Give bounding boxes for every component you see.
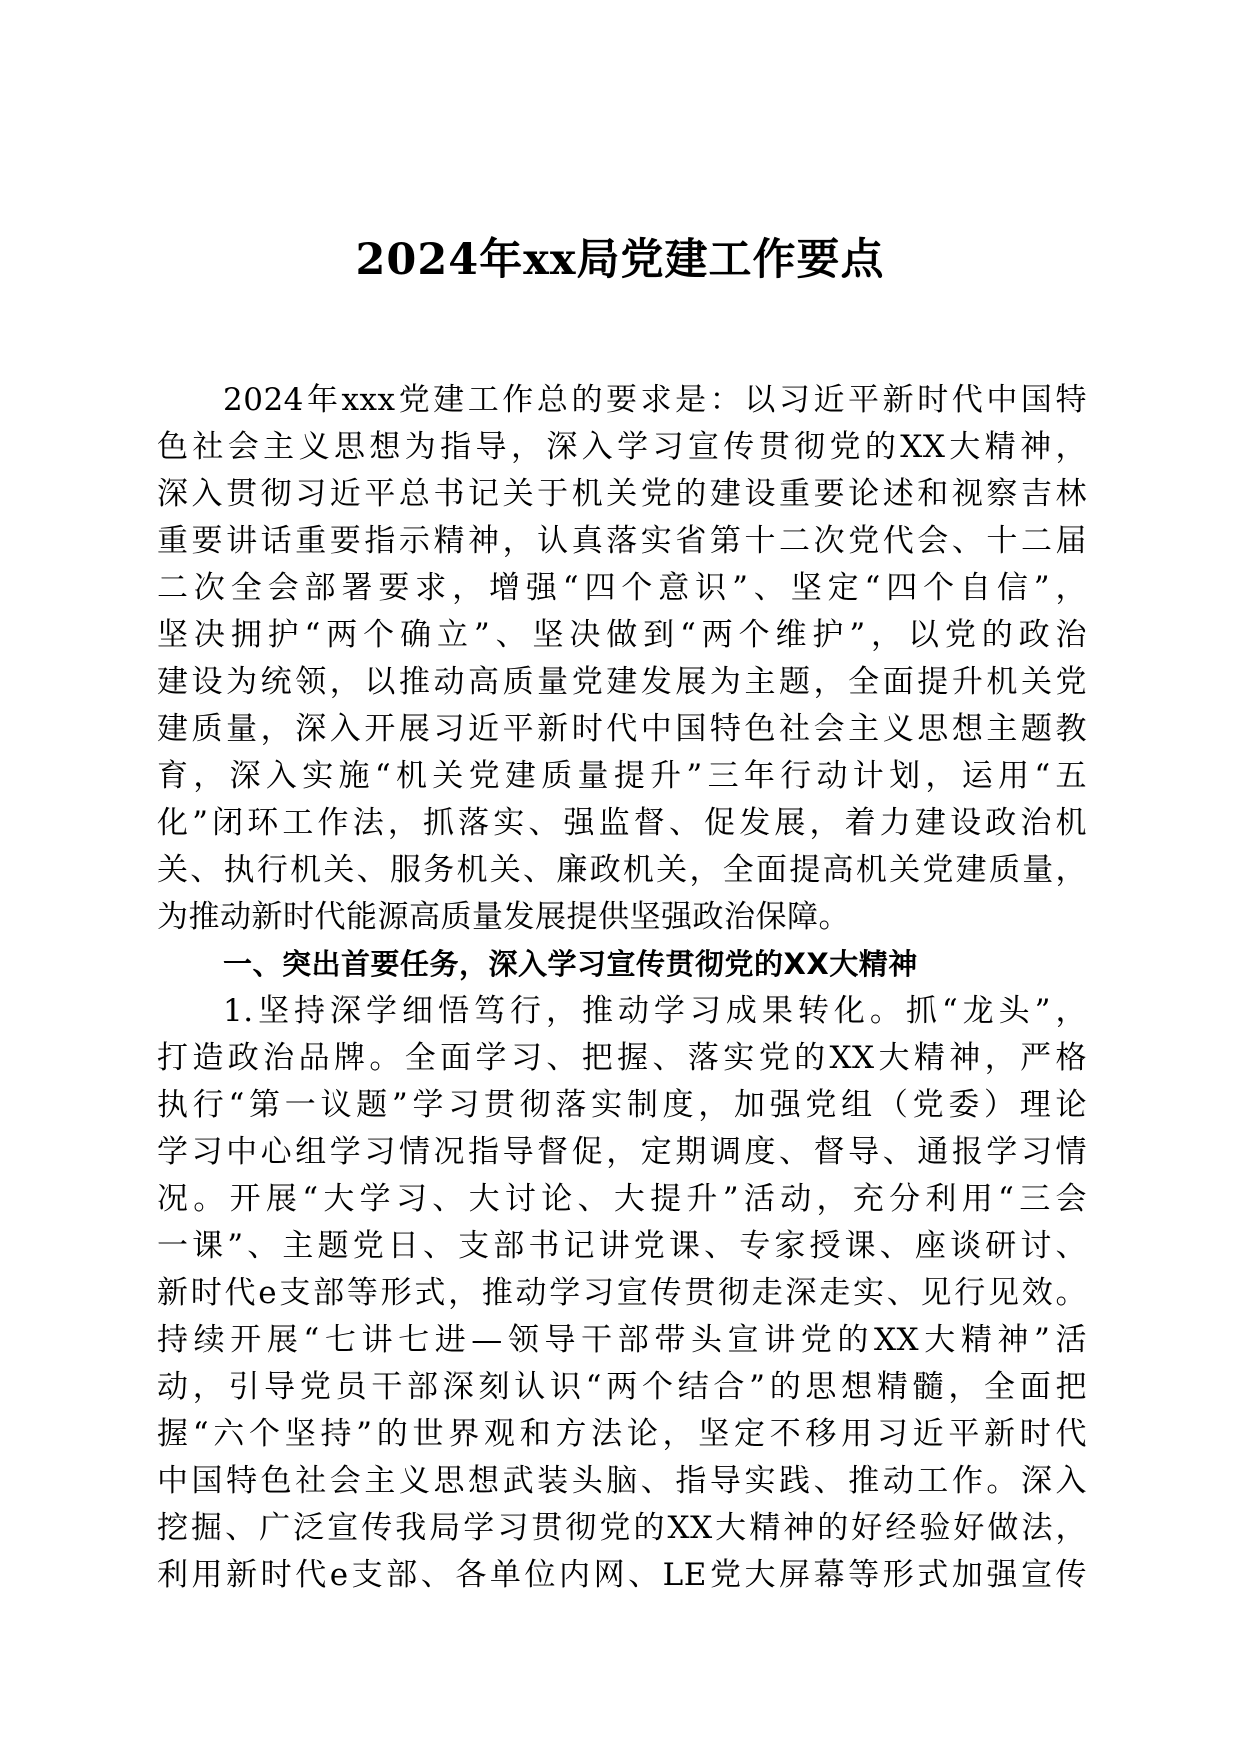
paragraph-line: 色社会主义思想为指导，深入学习宣传贯彻党的XX大精神， [157, 429, 1087, 465]
paragraph-line: 为推动新时代能源高质量发展提供坚强政治保障。 [157, 899, 850, 935]
paragraph-line: 二次全会部署要求，增强“四个意识”、坚定“四个自信”， [157, 570, 1087, 606]
paragraph-line: 利用新时代e支部、各单位内网、LE党大屏幕等形式加强宣传 [157, 1557, 1087, 1593]
paragraph-line: 新时代e支部等形式，推动学习宣传贯彻走深走实、见行见效。 [157, 1275, 1087, 1311]
paragraph-line: 动，引导党员干部深刻认识“两个结合”的思想精髓，全面把 [157, 1369, 1087, 1405]
paragraph-line: 持续开展“七讲七进—领导干部带头宣讲党的XX大精神”活 [157, 1322, 1087, 1358]
document-title: 2024年xx局党建工作要点 [355, 235, 885, 285]
paragraph-line: 况。开展“大学习、大讨论、大提升”活动，充分利用“三会 [157, 1181, 1087, 1217]
paragraph-line: 握“六个坚持”的世界观和方法论，坚定不移用习近平新时代 [157, 1416, 1087, 1452]
section-heading: 一、突出首要任务，深入学习宣传贯彻党的XX大精神 [223, 947, 918, 981]
intro-paragraph [157, 377, 1087, 941]
paragraph-line: 建质量，深入开展习近平新时代中国特色社会主义思想主题教 [157, 711, 1087, 747]
paragraph-line: 化”闭环工作法，抓落实、强监督、促发展，着力建设政治机 [157, 805, 1087, 841]
paragraph-line: 关、执行机关、服务机关、廉政机关，全面提高机关党建质量， [157, 852, 1087, 888]
paragraph-line: 打造政治品牌。全面学习、把握、落实党的XX大精神，严格 [157, 1040, 1087, 1076]
paragraph-line: 深入贯彻习近平总书记关于机关党的建设重要论述和视察吉林 [157, 476, 1087, 512]
paragraph-line: 一课”、主题党日、支部书记讲党课、专家授课、座谈研讨、 [157, 1228, 1087, 1264]
paragraph-line: 1.坚持深学细悟笃行，推动学习成果转化。抓“龙头”， [223, 993, 1087, 1029]
paragraph-line: 育，深入实施“机关党建质量提升”三年行动计划，运用“五 [157, 758, 1087, 794]
paragraph-line: 挖掘、广泛宣传我局学习贯彻党的XX大精神的好经验好做法， [157, 1510, 1087, 1546]
paragraph-line: 建设为统领，以推动高质量党建发展为主题，全面提升机关党 [157, 664, 1087, 700]
paragraph-line: 中国特色社会主义思想武装头脑、指导实践、推动工作。深入 [157, 1463, 1087, 1499]
paragraph-line: 重要讲话重要指示精神，认真落实省第十二次党代会、十二届 [157, 523, 1087, 559]
paragraph-line: 学习中心组学习情况指导督促，定期调度、督导、通报学习情 [157, 1134, 1087, 1170]
paragraph-line: 2024年xxx党建工作总的要求是：以习近平新时代中国特 [223, 382, 1087, 418]
paragraph-line: 坚决拥护“两个确立”、坚决做到“两个维护”，以党的政治 [157, 617, 1087, 653]
document-body [157, 377, 1087, 1599]
paragraph-line: 执行“第一议题”学习贯彻落实制度，加强党组（党委）理论 [157, 1087, 1087, 1123]
section-paragraph [157, 988, 1087, 1599]
